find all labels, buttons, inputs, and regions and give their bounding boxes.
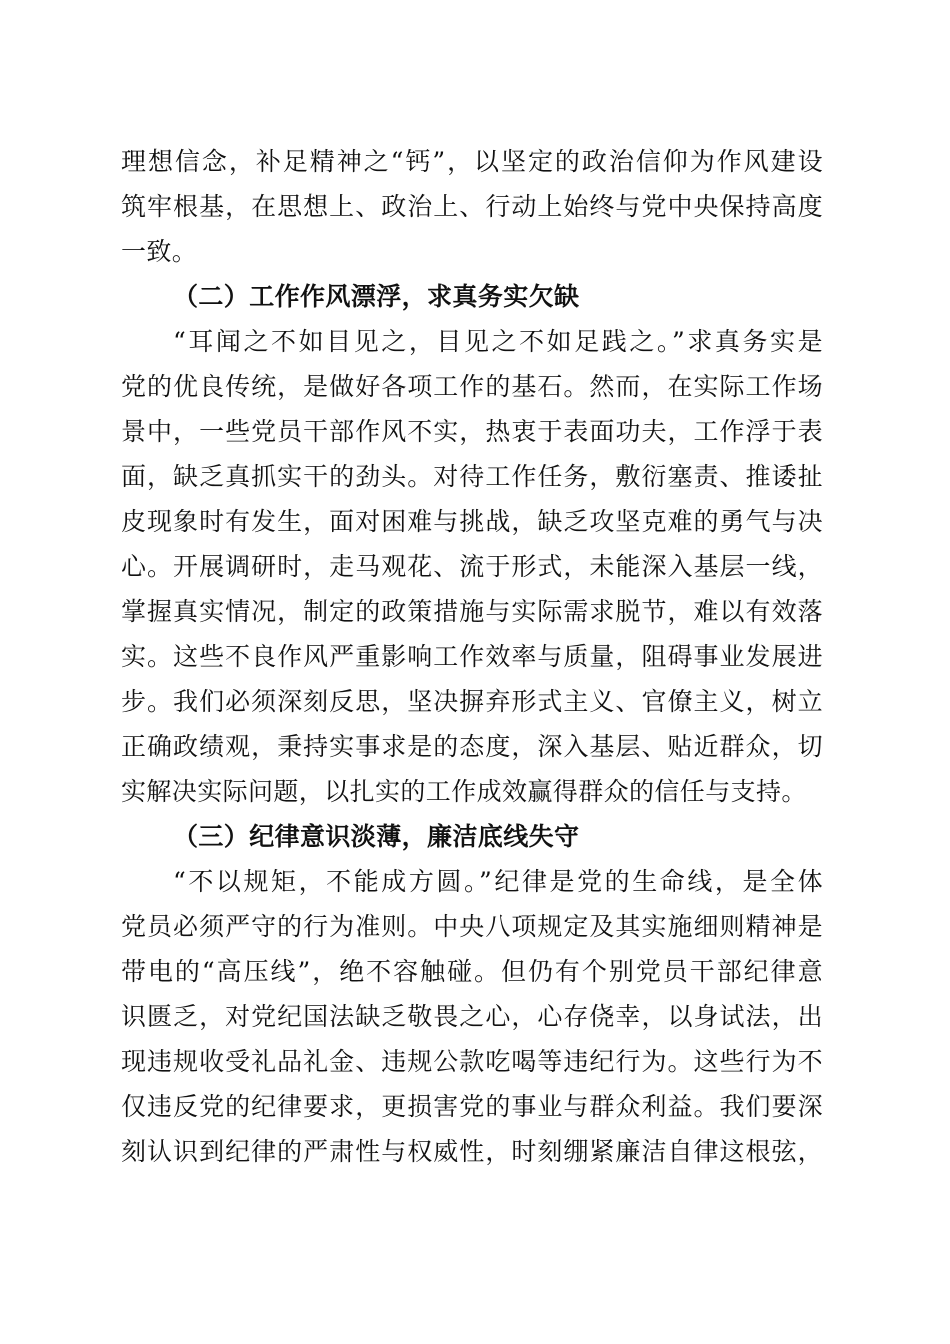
paragraph-line: 实解决实际问题，以扎实的工作成效赢得群众的信任与支持。 [121,777,807,806]
paragraph-line: 识匮乏，对党纪国法缺乏敬畏之心，心存侥幸，以身试法，出 [121,1002,823,1031]
paragraph-line: 一致。 [121,237,198,266]
paragraph-line: 实。这些不良作风严重影响工作效率与质量，阻碍事业发展进 [121,642,823,671]
paragraph-line: 党的优良传统，是做好各项工作的基石。然而，在实际工作场 [121,372,823,401]
paragraph-line: 党员必须严守的行为准则。中央八项规定及其实施细则精神是 [121,912,823,941]
paragraph-line: 步。我们必须深刻反思，坚决摒弃形式主义、官僚主义，树立 [121,687,823,716]
paragraph-line: 皮现象时有发生，面对困难与挑战，缺乏攻坚克难的勇气与决 [121,507,823,536]
paragraph-line: 心。开展调研时，走马观花、流于形式，未能深入基层一线， [121,552,823,581]
paragraph-line: 景中，一些党员干部作风不实，热衷于表面功夫，工作浮于表 [121,417,823,446]
document-body [121,139,823,1174]
paragraph-line: 掌握真实情况，制定的政策措施与实际需求脱节，难以有效落 [121,597,823,626]
paragraph-line: 仅违反党的纪律要求，更损害党的事业与群众利益。我们要深 [121,1092,823,1121]
section-heading-2: （二）工作作风漂浮，求真务实欠缺 [173,282,580,311]
paragraph-line: 刻认识到纪律的严肃性与权威性，时刻绷紧廉洁自律这根弦， [121,1137,823,1166]
paragraph-line: 筑牢根基，在思想上、政治上、行动上始终与党中央保持高度 [121,192,823,221]
paragraph-line: 正确政绩观，秉持实事求是的态度，深入基层、贴近群众，切 [121,732,823,761]
paragraph-line: “耳闻之不如目见之，目见之不如足践之。”求真务实是 [173,327,823,356]
section-heading-3: （三）纪律意识淡薄，廉洁底线失守 [173,822,580,851]
paragraph-line: 带电的“高压线”，绝不容触碰。但仍有个别党员干部纪律意 [121,957,823,986]
paragraph-line: 面，缺乏真抓实干的劲头。对待工作任务，敷衍塞责、推诿扯 [121,462,823,491]
paragraph-line: 现违规收受礼品礼金、违规公款吃喝等违纪行为。这些行为不 [121,1047,823,1076]
paragraph-line: 理想信念，补足精神之“钙”，以坚定的政治信仰为作风建设 [121,147,823,176]
paragraph-line: “不以规矩，不能成方圆。”纪律是党的生命线，是全体 [173,867,823,896]
